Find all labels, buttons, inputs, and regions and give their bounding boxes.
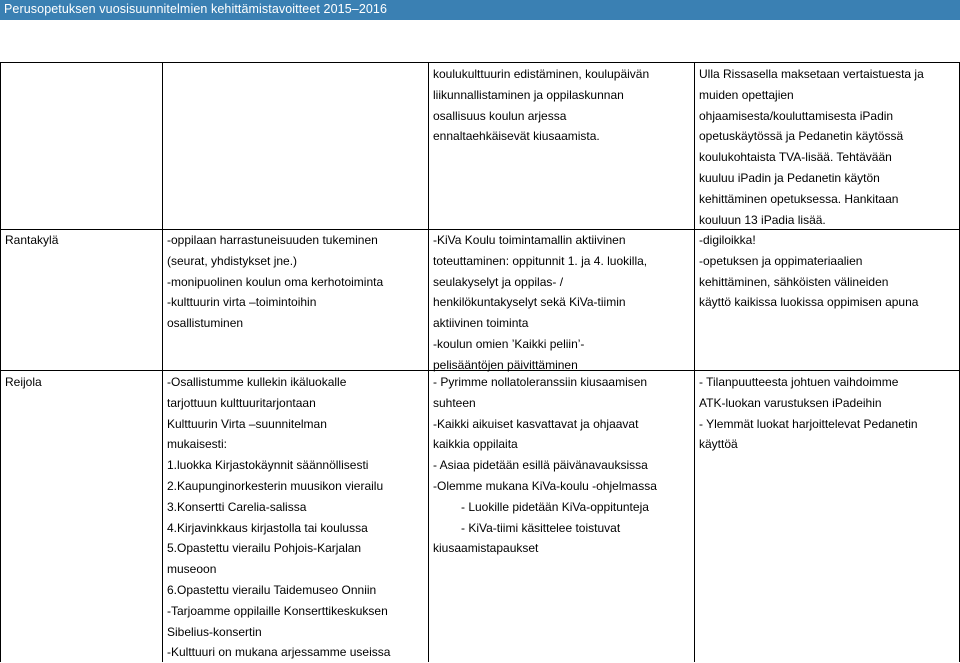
text-line: osallistuminen bbox=[167, 316, 244, 331]
text-line: Sibelius-konsertin bbox=[167, 624, 262, 639]
text-line: -digiloikka! bbox=[699, 233, 756, 247]
text-line: museoon bbox=[167, 562, 217, 577]
text-line: tarjottuun kulttuuritarjontaan bbox=[167, 395, 316, 410]
header-bar bbox=[0, 0, 960, 20]
actions-cell-top bbox=[433, 64, 649, 147]
text-line: kuuluu iPadin ja Pedanetin käytön bbox=[699, 170, 880, 185]
text-line: kehittäminen, sähköisten välineiden bbox=[699, 274, 889, 289]
text-line: - KiVa-tiimi käsittelee toistuvat bbox=[461, 520, 621, 535]
actions-cell-rantakyla bbox=[433, 230, 647, 376]
text-line: kouluun 13 iPadia lisää. bbox=[699, 212, 826, 227]
text-line: ATK-luokan varustuksen iPadeihin bbox=[699, 395, 882, 410]
text-line: ennaltaehkäisevät kiusaamista. bbox=[433, 129, 600, 144]
text-line: 4.Kirjavinkkaus kirjastolla tai koulussa bbox=[167, 520, 368, 535]
text-line: - Tilanpuutteesta johtuen vaihdoimme bbox=[699, 375, 899, 389]
text-line: koulukulttuurin edistäminen, koulupäivän bbox=[433, 67, 650, 81]
text-line: muiden opettajien bbox=[699, 87, 794, 102]
goals-cell-reijola bbox=[167, 372, 390, 663]
text-line: -opetuksen ja oppimateriaalien bbox=[699, 253, 863, 268]
text-line: kaikkia oppilaita bbox=[433, 437, 518, 452]
text-line: -Olemme mukana KiVa-koulu -ohjelmassa bbox=[433, 478, 657, 493]
text-line: kehittäminen opetuksessa. Hankitaan bbox=[699, 191, 899, 206]
text-line: -koulun omien ’Kaikki peliin’- bbox=[433, 336, 585, 351]
text-line: toteuttaminen: oppitunnit 1. ja 4. luokilla, bbox=[433, 253, 648, 268]
school-name: Reijola bbox=[5, 375, 42, 389]
text-line: -Tarjoamme oppilaille Konserttikeskuksen bbox=[167, 603, 388, 618]
text-line: - Pyrimme nollatoleranssiin kiusaamisen bbox=[433, 375, 648, 389]
column-divider-2 bbox=[428, 62, 429, 662]
text-line: -Kulttuuri on mukana arjessamme useissa bbox=[167, 645, 391, 660]
text-line: -monipuolinen koulun oma kerhotoiminta bbox=[167, 274, 384, 289]
text-line: (seurat, yhdistykset jne.) bbox=[167, 253, 298, 268]
text-line: 2.Kaupunginorkesterin muusikon vierailu bbox=[167, 478, 384, 493]
text-line: käyttöä bbox=[699, 437, 738, 452]
school-cell-rantakyla bbox=[5, 230, 58, 251]
text-line: 1.luokka Kirjastokäynnit säännöllisesti bbox=[167, 458, 369, 473]
text-line: koulukohtaista TVA-lisää. Tehtävään bbox=[699, 150, 892, 165]
text-line: osallisuus koulun arjessa bbox=[433, 108, 567, 123]
text-line: mukaisesti: bbox=[167, 437, 228, 452]
text-line: opetuskäytössä ja Pedanetin käytössä bbox=[699, 129, 904, 144]
text-line: liikunnallistaminen ja oppilaskunnan bbox=[433, 87, 624, 102]
text-line: Kulttuurin Virta –suunnitelman bbox=[167, 416, 327, 431]
text-line: -oppilaan harrastuneisuuden tukeminen bbox=[167, 233, 378, 247]
goals-cell-rantakyla bbox=[167, 230, 383, 334]
text-line: ohjaamisesta/kouluttamisesta iPadin bbox=[699, 108, 894, 123]
text-line: 3.Konsertti Carelia-salissa bbox=[167, 499, 307, 514]
text-line: -Osallistumme kullekin ikäluokalle bbox=[167, 375, 347, 389]
text-line: - Luokille pidetään KiVa-oppitunteja bbox=[461, 499, 649, 514]
table-border-top bbox=[0, 62, 960, 63]
school-name: Rantakylä bbox=[5, 233, 59, 247]
notes-cell-top bbox=[699, 64, 924, 230]
text-line: henkilökuntakyselyt sekä KiVa-tiimin bbox=[433, 295, 626, 310]
notes-cell-reijola bbox=[699, 372, 918, 455]
text-line: - Asiaa pidetään esillä päivänavauksissa bbox=[433, 458, 648, 473]
page-title: Perusopetuksen vuosisuunnitelmien kehittämistavoitteet 2015–2016 bbox=[4, 2, 388, 16]
text-line: kiusaamistapaukset bbox=[433, 541, 539, 556]
text-line: aktiivinen toiminta bbox=[433, 316, 529, 331]
text-line: -kulttuurin virta –toimintoihin bbox=[167, 295, 317, 310]
notes-cell-rantakyla bbox=[699, 230, 918, 313]
column-divider-1 bbox=[162, 62, 163, 662]
text-line: suhteen bbox=[433, 395, 476, 410]
text-line: Ulla Rissasella maksetaan vertaistuesta ja bbox=[699, 67, 924, 81]
text-line: seulakyselyt ja oppilas- / bbox=[433, 274, 564, 289]
column-divider-3 bbox=[694, 62, 695, 662]
school-cell-reijola bbox=[5, 372, 42, 393]
text-line: pelisääntöjen päivittäminen bbox=[433, 357, 578, 372]
text-line: 6.Opastettu vierailu Taidemuseo Onniin bbox=[167, 582, 377, 597]
text-line: 5.Opastettu vierailu Pohjois-Karjalan bbox=[167, 541, 362, 556]
text-line: -Kaikki aikuiset kasvattavat ja ohjaavat bbox=[433, 416, 639, 431]
text-line: -KiVa Koulu toimintamallin aktiivinen bbox=[433, 233, 626, 247]
actions-cell-reijola bbox=[433, 372, 657, 559]
text-line: käyttö kaikissa luokissa oppimisen apuna bbox=[699, 295, 919, 310]
text-line: - Ylemmät luokat harjoittelevat Pedanetin bbox=[699, 416, 918, 431]
table-border-left bbox=[0, 62, 1, 662]
